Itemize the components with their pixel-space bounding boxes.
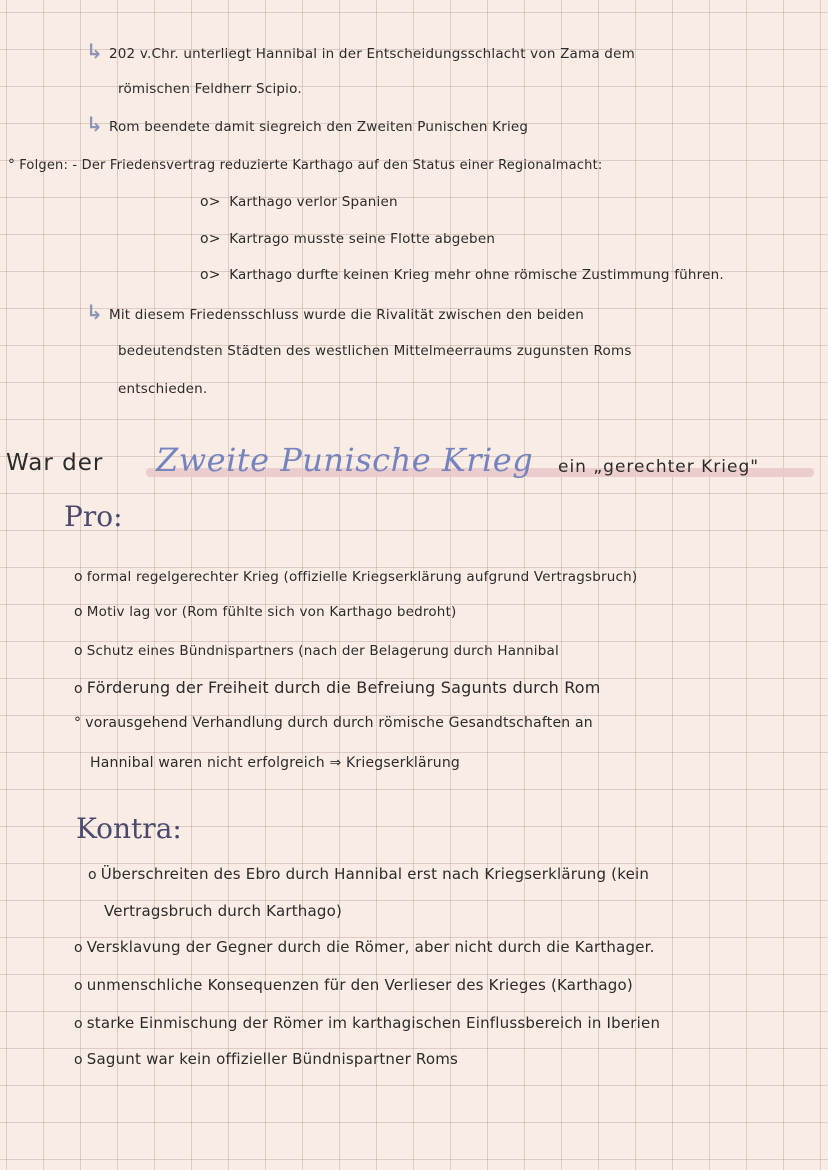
note-line: bedeutendsten Städten des westlichen Mittelmeerraums zugunsten Roms xyxy=(118,343,632,359)
arrow-bullet-icon: o> xyxy=(200,194,221,210)
pro-item: o Förderung der Freiheit durch die Befreiung Sagunts durch Rom xyxy=(74,678,601,697)
kontra-item: o Überschreiten des Ebro durch Hannibal erst nach Kriegserklärung (kein xyxy=(88,865,650,883)
note-line: o> Kartrago musste seine Flotte abgeben xyxy=(200,231,496,247)
arrow-bullet-icon: o> xyxy=(200,231,221,247)
bullet-icon: o xyxy=(88,867,97,883)
note-line: römischen Feldherr Scipio. xyxy=(118,81,302,97)
note-line: ↳ Rom beendete damit siegreich den Zweiten Punischen Krieg xyxy=(86,112,529,136)
kontra-item: o Versklavung der Gegner durch die Römer, aber nicht durch die Karthager. xyxy=(74,938,655,956)
pro-item: o Schutz eines Bündnispartners (nach der Belagerung durch Hannibal xyxy=(74,643,559,659)
note-line: ↳ Mit diesem Friedensschluss wurde die Rivalität zwischen den beiden xyxy=(86,300,584,324)
kontra-item-continued: Vertragsbruch durch Karthago) xyxy=(104,902,343,920)
curved-arrow-icon: ↳ xyxy=(86,112,103,136)
question-title: War der Zweite Punische Krieg ein „gerechter Krieg" xyxy=(6,440,806,490)
bullet-icon: ° xyxy=(74,715,82,731)
bullet-icon: o xyxy=(74,1016,83,1032)
pro-item: o Motiv lag vor (Rom fühlte sich von Karthago bedroht) xyxy=(74,604,457,620)
bullet-icon: o xyxy=(74,681,83,697)
pro-item-continued: Hannibal waren nicht erfolgreich ⇒ Kriegserklärung xyxy=(90,755,460,771)
note-line: o> Karthago durfte keinen Krieg mehr ohne römische Zustimmung führen. xyxy=(200,267,724,283)
kontra-item: o unmenschliche Konsequenzen für den Verlieser des Krieges (Karthago) xyxy=(74,976,633,994)
note-line: ° Folgen: - Der Friedensvertrag reduzierte Karthago auf den Status einer Regionalmacht: xyxy=(8,157,603,173)
bullet-icon: o xyxy=(74,978,83,994)
question-emphasis: Zweite Punische Krieg xyxy=(156,441,534,479)
note-line: o> Karthago verlor Spanien xyxy=(200,194,398,210)
note-line: ↳ 202 v.Chr. unterliegt Hannibal in der Entscheidungsschlacht von Zama dem xyxy=(86,39,635,63)
kontra-item: o Sagunt war kein offizieller Bündnispartner Roms xyxy=(74,1050,459,1068)
kontra-heading: Kontra: xyxy=(76,812,182,845)
bullet-icon: o xyxy=(74,1052,83,1068)
note-line: entschieden. xyxy=(118,381,208,397)
pro-heading: Pro: xyxy=(64,500,123,533)
pro-item: ° vorausgehend Verhandlung durch durch römische Gesandtschaften an xyxy=(74,715,593,731)
arrow-bullet-icon: o> xyxy=(200,267,221,283)
curved-arrow-icon: ↳ xyxy=(86,300,103,324)
bullet-icon: ° xyxy=(8,157,16,173)
kontra-item: o starke Einmischung der Römer im karthagischen Einflussbereich in Iberien xyxy=(74,1014,661,1032)
pro-item: o formal regelgerechter Krieg (offizielle Kriegserklärung aufgrund Vertragsbruch) xyxy=(74,569,638,585)
bullet-icon: o xyxy=(74,569,83,585)
bullet-icon: o xyxy=(74,940,83,956)
curved-arrow-icon: ↳ xyxy=(86,39,103,63)
bullet-icon: o xyxy=(74,604,83,620)
bullet-icon: o xyxy=(74,643,83,659)
